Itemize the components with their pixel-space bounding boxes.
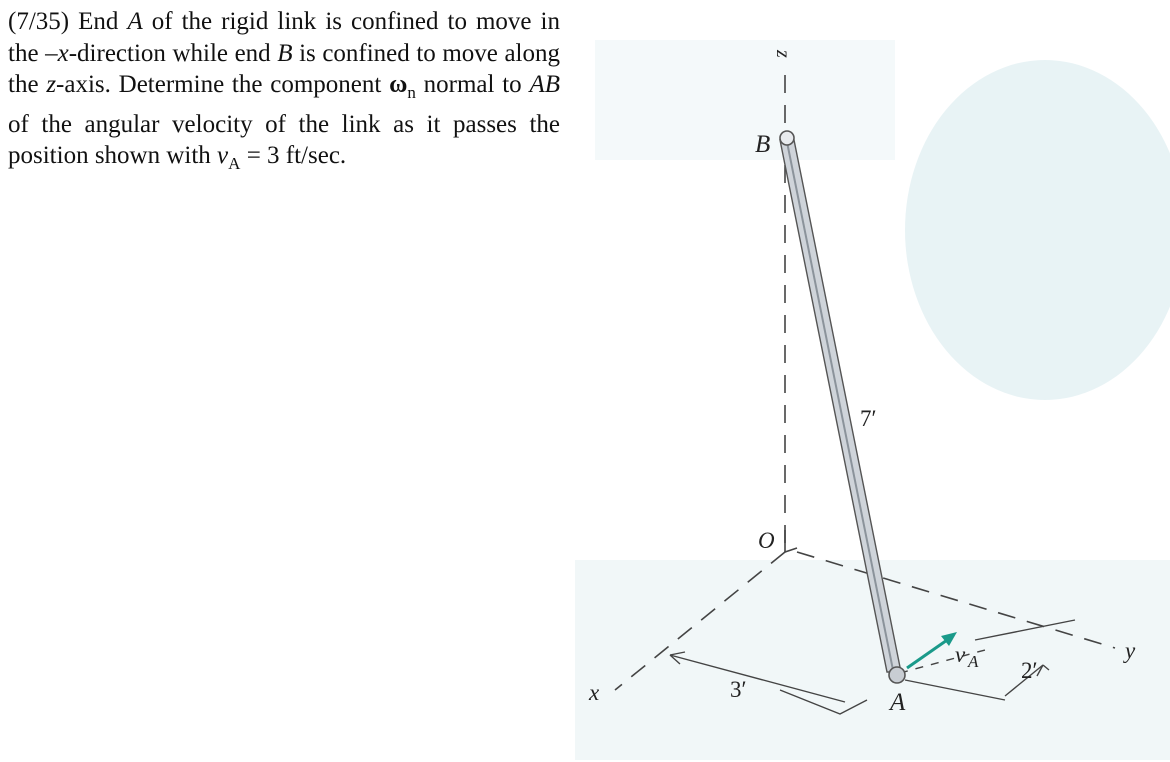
problem-text: normal to (415, 71, 530, 98)
label-va-sub: A (968, 652, 979, 671)
problem-text: End (69, 8, 128, 35)
label-b: B (755, 131, 771, 158)
dim-x-label: 3′ (730, 677, 747, 702)
problem-text: = 3 ft/sec. (240, 142, 347, 169)
joint-b (780, 131, 794, 145)
problem-text: of the rigid link is confined to move in the (8, 8, 560, 67)
v-subscript: A (228, 154, 241, 173)
label-y: y (1125, 638, 1136, 663)
figure-svg (575, 0, 1170, 762)
z-var: z (46, 71, 57, 98)
link-figure (575, 0, 1170, 762)
problem-text: -axis. Determine the component (56, 71, 390, 98)
neg-x-var: –x (45, 39, 69, 67)
dim-length-label: 7′ (860, 406, 877, 431)
omega-symbol: ω (389, 71, 408, 98)
point-b-var: B (277, 39, 293, 67)
problem-text: of the angular velocity of the link as it passes the position shown with (8, 110, 560, 169)
label-o: O (758, 528, 775, 553)
label-a: A (890, 689, 906, 716)
ab-var: AB (529, 71, 560, 98)
label-z: z (772, 50, 794, 58)
point-a-var: A (127, 8, 143, 35)
problem-text: is confined to move along the (8, 39, 560, 98)
omega-subscript: n (407, 83, 416, 102)
label-x: x (589, 680, 600, 705)
problem-text: -direction while end (68, 39, 278, 67)
v-var: v (217, 142, 229, 169)
problem-number: (7/35) (8, 8, 70, 35)
label-va-v: v (955, 642, 966, 667)
dim-y-label: 2′ (1021, 658, 1038, 683)
problem-statement (8, 6, 560, 180)
joint-a (889, 667, 905, 683)
